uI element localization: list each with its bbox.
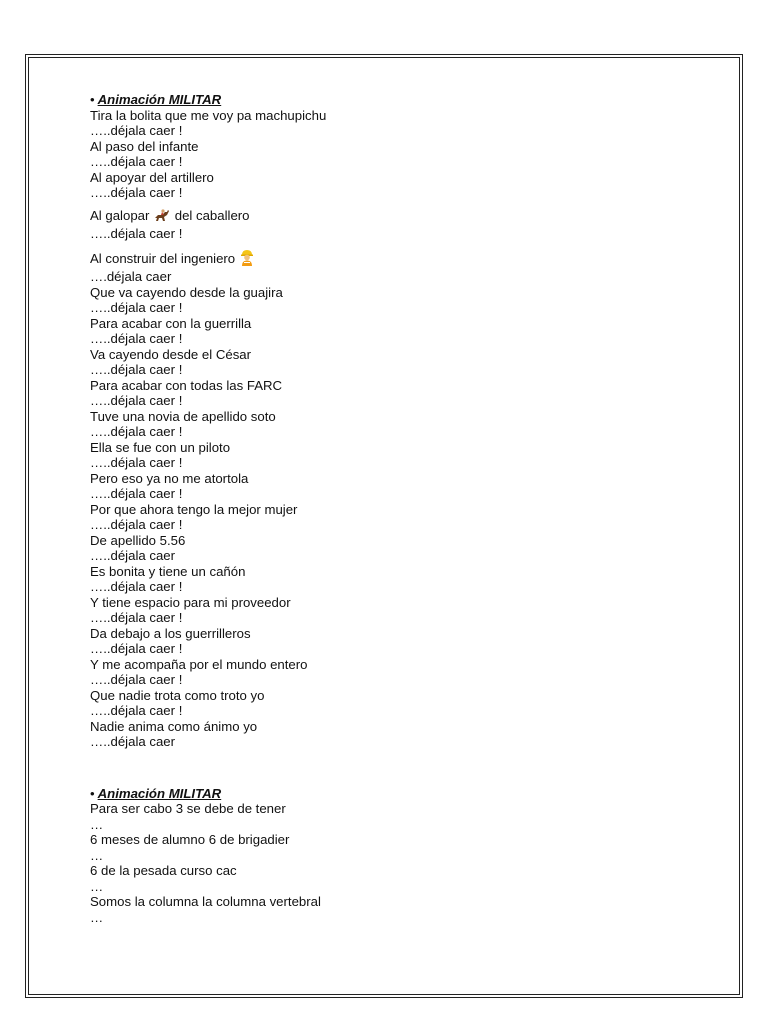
section-heading (90, 92, 690, 108)
lyric-line: …..déjala caer ! (90, 672, 183, 687)
lyric-line: …..déjala caer ! (90, 226, 183, 241)
lyric-line: …..déjala caer ! (90, 579, 183, 594)
horse-racing-icon (153, 207, 171, 227)
lyric-line: Al paso del infante (90, 138, 199, 154)
lyric-line: Ella se fue con un piloto (90, 439, 231, 455)
lyric-line: …..déjala caer ! (90, 123, 183, 138)
lyric-fragment: del caballero (174, 207, 250, 223)
lyric-line: …..déjala caer ! (90, 455, 183, 470)
section-heading (90, 786, 690, 802)
lyric-line: ….déjala caer (90, 269, 172, 284)
lyric-line: …..déjala caer (90, 548, 176, 563)
lyric-line: Va cayendo desde el César (90, 346, 252, 362)
lyric-line: Que nadie trota como troto yo (90, 687, 265, 703)
lyric-line: …..déjala caer ! (90, 641, 183, 656)
lyric-line: Nadie anima como ánimo yo (90, 718, 258, 734)
lyric-line: Para acabar con la guerrilla (90, 315, 252, 331)
lyric-line: Es bonita y tiene un cañón (90, 563, 246, 579)
lyric-line: Da debajo a los guerrilleros (90, 625, 251, 641)
lyric-line: Y me acompaña por el mundo entero (90, 656, 308, 672)
lyric-line: Somos la columna la columna vertebral (90, 894, 321, 909)
lyric-line: …..déjala caer ! (90, 610, 183, 625)
bullet: • (90, 92, 95, 107)
lyric-line: …..déjala caer ! (90, 154, 183, 169)
lyric-line: Por que ahora tengo la mejor mujer (90, 501, 298, 517)
lyric-line: …..déjala caer ! (90, 424, 183, 439)
lyric-line: 6 de la pesada curso cac (90, 863, 237, 878)
lyric-line: …..déjala caer (90, 734, 176, 749)
lyric-line: De apellido 5.56 (90, 532, 186, 548)
section-title: Animación MILITAR (97, 92, 222, 107)
lyric-line: Y tiene espacio para mi proveedor (90, 594, 291, 610)
lyric-line: …..déjala caer ! (90, 393, 183, 408)
lyric-line: …..déjala caer ! (90, 331, 183, 346)
lyric-line: Para ser cabo 3 se debe de tener (90, 801, 286, 816)
lyric-line: Que va cayendo desde la guajira (90, 284, 283, 300)
bullet: • (90, 785, 95, 801)
lyric-line: … (90, 816, 104, 832)
lyric-line: …..déjala caer ! (90, 703, 183, 718)
lyric-line: …..déjala caer ! (90, 517, 183, 532)
section-title: Animación MILITAR (97, 785, 222, 801)
lyric-line: …..déjala caer ! (90, 486, 183, 501)
lyric-line: Al apoyar del artillero (90, 169, 214, 185)
section-spacer (90, 750, 690, 786)
lyric-fragment: Al construir del ingeniero (90, 250, 236, 266)
lyric-line: … (90, 847, 104, 863)
lyric-line: … (90, 878, 104, 894)
lyric-fragment: Al galopar (90, 207, 150, 223)
lyric-line: … (90, 909, 104, 925)
lyric-line: Tuve una novia de apellido soto (90, 408, 276, 424)
lyric-line: …..déjala caer ! (90, 362, 183, 377)
lyric-line: 6 meses de alumno 6 de brigadier (90, 832, 290, 847)
lyric-line: …..déjala caer ! (90, 185, 183, 200)
lyric-line: …..déjala caer ! (90, 300, 183, 315)
lyric-line: Tira la bolita que me voy pa machupichu (90, 107, 327, 123)
lyric-line (90, 248, 690, 270)
construction-worker-icon (239, 248, 255, 270)
lyric-line: Para acabar con todas las FARC (90, 377, 283, 393)
lyric-line: Pero eso ya no me atortola (90, 470, 249, 486)
document-body (90, 92, 690, 925)
lyric-line (90, 207, 690, 227)
